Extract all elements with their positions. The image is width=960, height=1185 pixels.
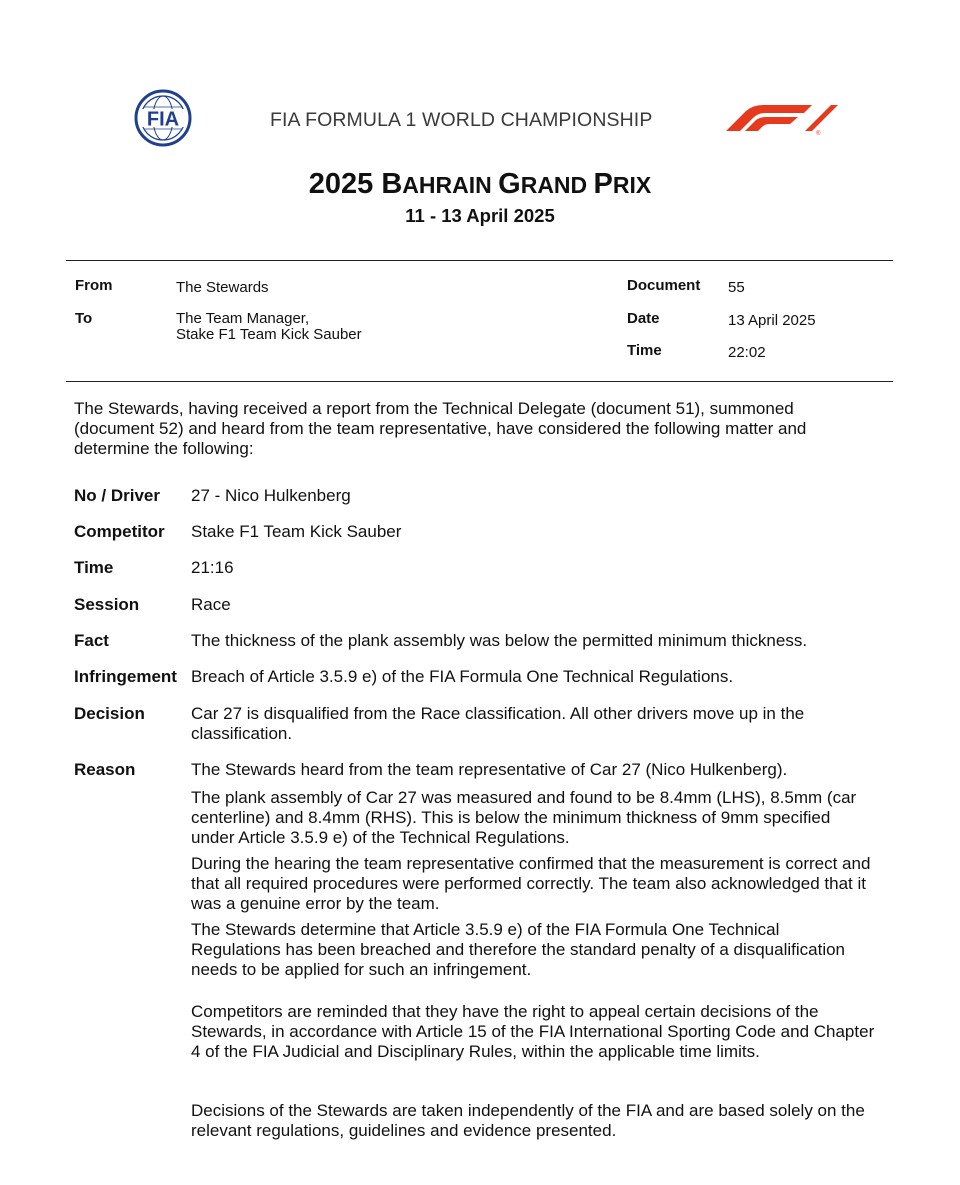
event-title-part: G — [498, 168, 521, 200]
fia-logo-text: FIA — [146, 108, 180, 131]
to-value-line: Stake F1 Team Kick Sauber — [176, 326, 362, 343]
event-title-part: RIX — [612, 172, 652, 198]
field-value: Breach of Article 3.5.9 e) of the FIA Formula One Technical Regulations. — [191, 667, 734, 686]
field-label: Infringement — [74, 667, 177, 686]
championship-name: FIA FORMULA 1 WORLD CHAMPIONSHIP — [270, 109, 653, 131]
event-title-part: RAND — [520, 172, 594, 198]
field-label: Time — [74, 558, 114, 577]
fia-logo-icon — [120, 88, 206, 148]
reason-paragraph: The plank assembly of Car 27 was measured and found to be 8.4mm (LHS), 8.5mm (car centerline) and 8.4mm (RHS). This is below the minimum thickness of 9mm specified under Article 3.5.9 e) of the Technical Regulations. — [191, 788, 857, 847]
time-label: Time — [627, 342, 662, 359]
event-title-part: 2025 — [308, 168, 382, 200]
from-value: The Stewards — [176, 279, 269, 296]
date-value: 13 April 2025 — [728, 312, 816, 329]
field-value: 21:16 — [191, 558, 234, 577]
field-label: No / Driver — [74, 486, 160, 505]
field-label: Fact — [74, 631, 109, 650]
time-value: 22:02 — [728, 344, 766, 361]
to-value-line: The Team Manager, — [176, 310, 310, 327]
header-divider — [66, 260, 893, 261]
field-value: Stake F1 Team Kick Sauber — [191, 522, 402, 541]
field-label: Competitor — [74, 522, 165, 541]
field-label: Decision — [74, 704, 145, 723]
f1-logo-icon — [720, 98, 838, 138]
reason-paragraph: During the hearing the team representative confirmed that the measurement is correct and that all required procedures were performed correctly. The team also acknowledged that it was a genuine error by the team. — [191, 854, 871, 913]
field-value: The thickness of the plank assembly was below the permitted minimum thickness. — [191, 631, 808, 650]
appeal-notice: Competitors are reminded that they have the right to appeal certain decisions of the Stewards, in accordance with Article 15 of the FIA International Sporting Code and Chapter 4 of the FIA Judicial and Disciplinary Rules, within the applicable time limits. — [191, 1002, 875, 1061]
field-label: Reason — [74, 760, 136, 779]
date-label: Date — [627, 310, 660, 327]
f1-registered-mark: ® — [816, 131, 821, 137]
event-title-part: P — [593, 168, 613, 200]
field-value: Car 27 is disqualified from the Race classification. All other drivers move up in the classification. — [191, 704, 805, 743]
field-label: Session — [74, 595, 140, 614]
intro-paragraph: The Stewards, having received a report from the Technical Delegate (document 51), summoned (document 52) and heard from the team representative, have considered the following matter and determine the following: — [74, 399, 807, 458]
event-title-part: B — [381, 168, 403, 200]
reason-paragraphs — [191, 760, 871, 980]
meta-divider — [66, 381, 893, 382]
to-value — [176, 311, 362, 343]
field-value: 27 - Nico Hulkenberg — [191, 486, 351, 505]
reason-paragraph: The Stewards heard from the team representative of Car 27 (Nico Hulkenberg). — [191, 760, 788, 779]
document-label: Document — [627, 277, 701, 294]
event-title — [0, 168, 960, 201]
independence-notice: Decisions of the Stewards are taken independently of the FIA and are based solely on the relevant regulations, guidelines and evidence presented. — [191, 1101, 865, 1140]
event-dates: 11 - 13 April 2025 — [405, 205, 555, 226]
reason-paragraph: The Stewards determine that Article 3.5.9 e) of the FIA Formula One Technical Regulations has been breached and therefore the standard penalty of a disqualification needs to be applied for such an infringement. — [191, 920, 846, 979]
field-value: Race — [191, 595, 231, 614]
from-label: From — [75, 277, 113, 294]
document-number: 55 — [728, 279, 745, 296]
to-label: To — [75, 310, 93, 327]
event-title-part: AHRAIN — [402, 172, 499, 198]
